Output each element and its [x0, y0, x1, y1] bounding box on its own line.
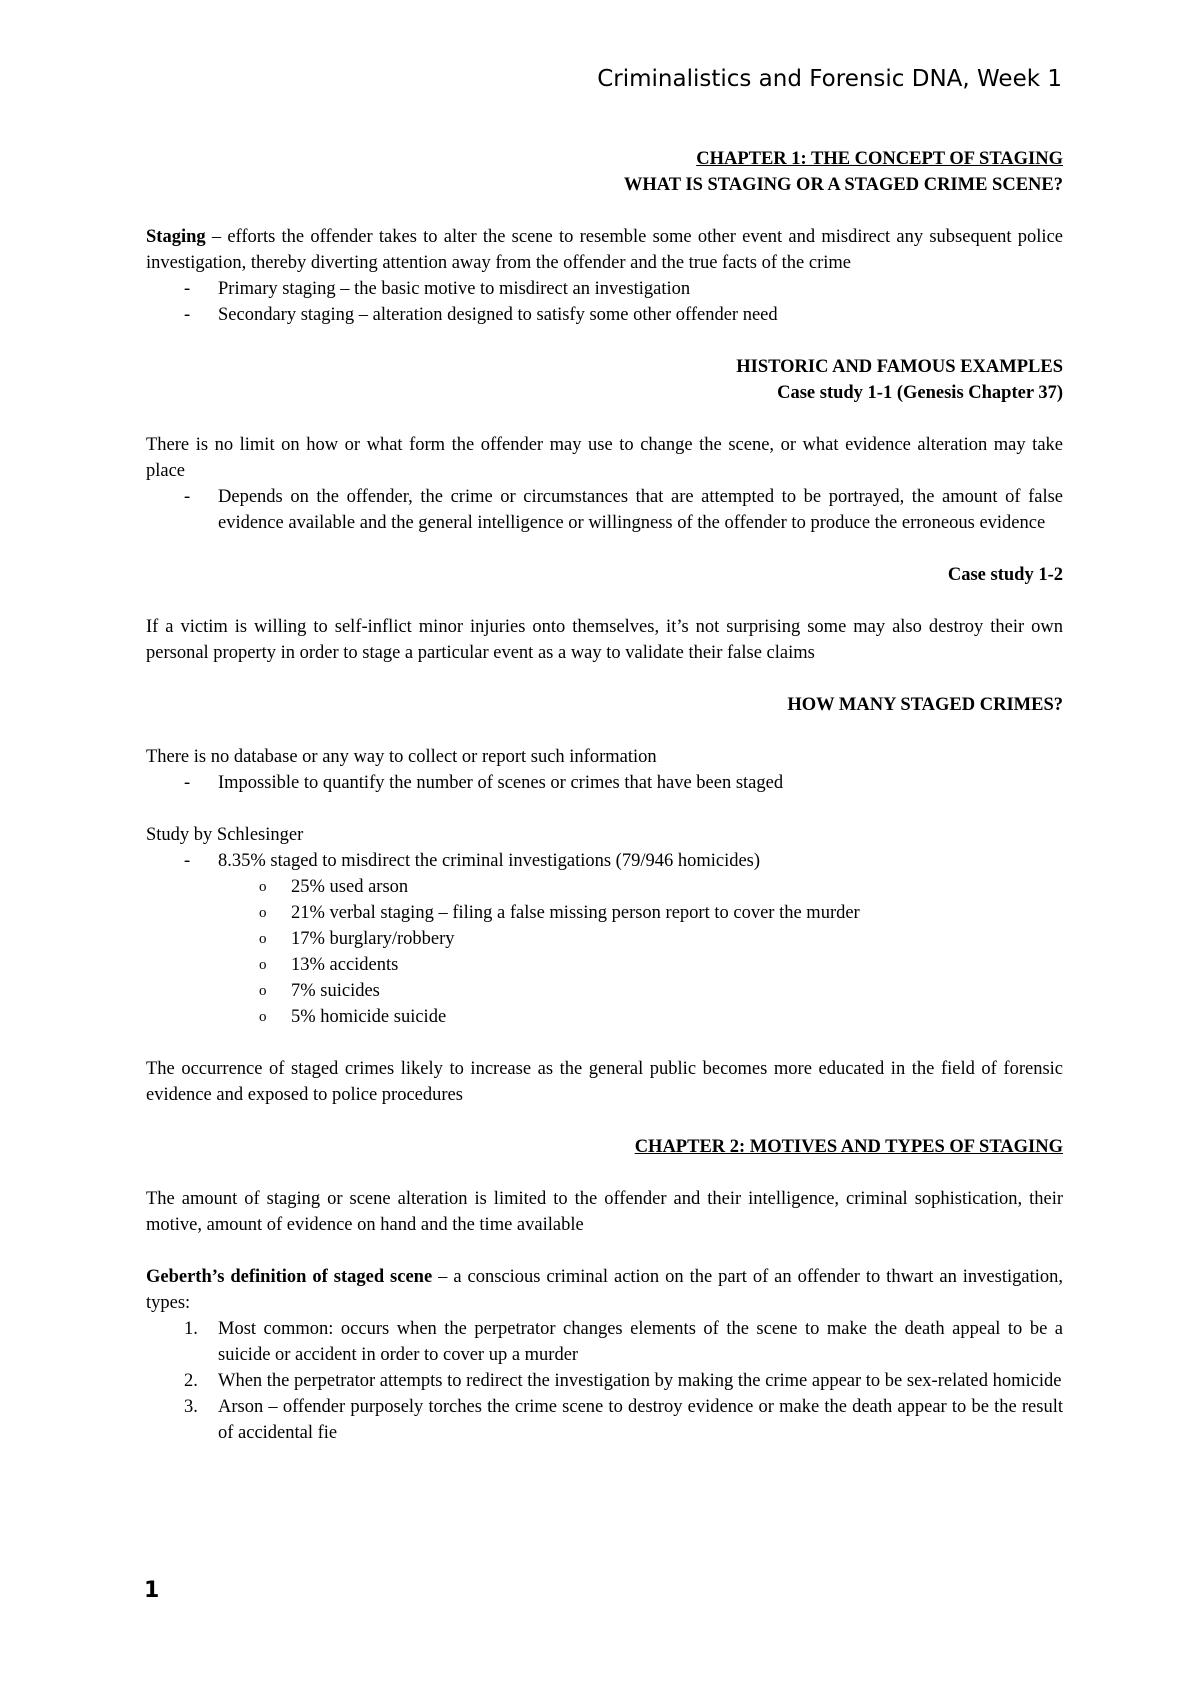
amount-paragraph: The amount of staging or scene alteration is limited to the offender and their intelligence, criminal sophistication, their motive, amount of evidence on hand and the time available [146, 1189, 1063, 1235]
document-body [146, 146, 1063, 1446]
chapter1-subtitle: WHAT IS STAGING OR A STAGED CRIME SCENE? [623, 175, 1063, 195]
limit-paragraph: There is no limit on how or what form the offender may use to change the scene, or what evidence alteration may take place [146, 435, 1063, 481]
list-item [146, 848, 1063, 874]
circle-bullet: o [259, 1009, 267, 1025]
staging-def-text: – efforts the offender takes to alter the scene to resemble some other event and misdirect any subsequent police investigation, thereby diverting attention away from the offender and the true facts of the crime [146, 227, 1063, 273]
circle-bullet: o [259, 905, 267, 921]
list-item-text: Depends on the offender, the crime or circumstances that are attempted to be portrayed, the amount of false evidence available and the general intelligence or willingness of the offender to produce the erroneous evidence [218, 487, 1063, 533]
list-item-text: Primary staging – the basic motive to misdirect an investigation [218, 279, 691, 299]
list-item [146, 302, 1063, 328]
list-item-text: Secondary staging – alteration designed to satisfy some other offender need [218, 305, 778, 325]
geberth-term: Geberth’s definition of staged scene [146, 1267, 433, 1287]
list-number: 3. [184, 1397, 198, 1417]
numbered-item-text: When the perpetrator attempts to redirect the investigation by making the crime appear to be sex-related homicide [218, 1371, 1062, 1391]
how-many-heading: HOW MANY STAGED CRIMES? [787, 695, 1063, 715]
circle-bullet: o [259, 879, 267, 895]
sub-list-item [146, 1004, 1063, 1030]
case-study-1-1: Case study 1-1 (Genesis Chapter 37) [777, 383, 1063, 403]
sub-list-item [146, 926, 1063, 952]
historic-heading: HISTORIC AND FAMOUS EXAMPLES [736, 357, 1063, 377]
numbered-item-text: Arson – offender purposely torches the crime scene to destroy evidence or make the death appear to be the result of accidental fie [218, 1397, 1063, 1443]
sub-list-item [146, 978, 1063, 1004]
database-paragraph: There is no database or any way to collect or report such information [146, 747, 657, 767]
list-item [146, 276, 1063, 302]
sub-list-item-text: 17% burglary/robbery [291, 929, 455, 949]
sub-list-item [146, 952, 1063, 978]
geberth-definition [146, 1264, 1063, 1316]
victim-paragraph: If a victim is willing to self-inflict minor injuries onto themselves, it’s not surprising some may also destroy their own personal property in order to stage a particular event as a way to validate their false claims [146, 617, 1063, 663]
geberth-def-text: – a conscious criminal action on the part of an offender to thwart an investigation, types: [146, 1267, 1063, 1313]
circle-bullet: o [259, 983, 267, 999]
dash-bullet: - [184, 305, 191, 325]
list-number: 2. [184, 1371, 198, 1391]
list-item [146, 484, 1063, 536]
numbered-item-text: Most common: occurs when the perpetrator changes elements of the scene to make the death appeal to be a suicide or accident in order to cover up a murder [218, 1319, 1063, 1365]
sub-list-item-text: 7% suicides [291, 981, 380, 1001]
chapter1-title: CHAPTER 1: THE CONCEPT OF STAGING [696, 149, 1063, 169]
numbered-list-item [146, 1394, 1063, 1446]
chapter2-title: CHAPTER 2: MOTIVES AND TYPES OF STAGING [634, 1137, 1063, 1157]
sub-list-item-text: 21% verbal staging – filing a false missing person report to cover the murder [291, 903, 860, 923]
running-header: Criminalistics and Forensic DNA, Week 1 [597, 66, 1062, 92]
dash-bullet: - [184, 773, 191, 793]
list-item-text: Impossible to quantify the number of scenes or crimes that have been staged [218, 773, 784, 793]
sub-list-item-text: 25% used arson [291, 877, 409, 897]
list-item [146, 770, 1063, 796]
sub-list-item-text: 5% homicide suicide [291, 1007, 447, 1027]
staging-definition [146, 224, 1063, 276]
sub-list-item [146, 900, 1063, 926]
occurrence-paragraph: The occurrence of staged crimes likely to increase as the general public becomes more educated in the field of forensic evidence and exposed to police procedures [146, 1059, 1063, 1105]
study-intro: Study by Schlesinger [146, 825, 304, 845]
dash-bullet: - [184, 487, 191, 507]
circle-bullet: o [259, 931, 267, 947]
numbered-list-item [146, 1368, 1063, 1394]
list-item-text: 8.35% staged to misdirect the criminal investigations (79/946 homicides) [218, 851, 761, 871]
page-number: 1 [144, 1578, 160, 1603]
case-study-1-2: Case study 1-2 [947, 565, 1063, 585]
list-number: 1. [184, 1319, 198, 1339]
sub-list-item [146, 874, 1063, 900]
staging-term: Staging [146, 227, 206, 247]
sub-list-item-text: 13% accidents [291, 955, 399, 975]
numbered-list-item [146, 1316, 1063, 1368]
circle-bullet: o [259, 957, 267, 973]
dash-bullet: - [184, 279, 191, 299]
dash-bullet: - [184, 851, 191, 871]
